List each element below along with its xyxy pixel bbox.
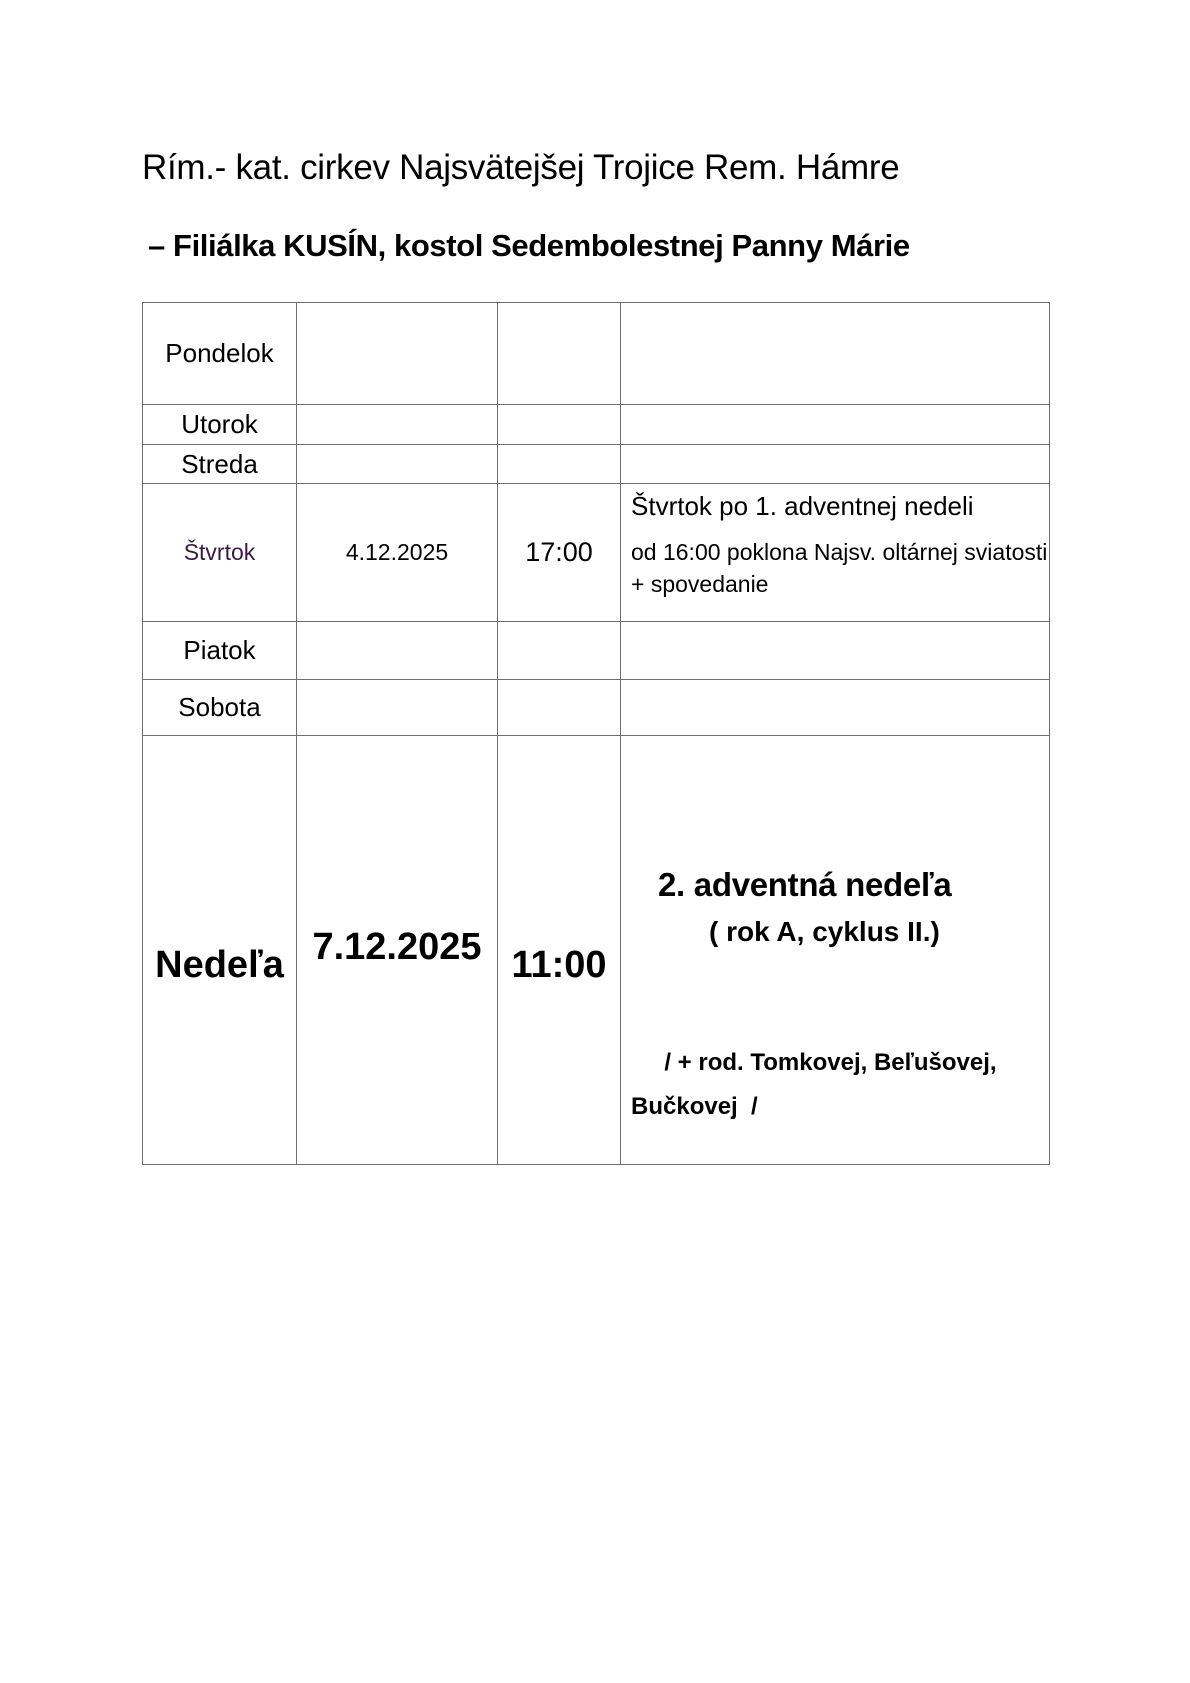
note-cell [621, 622, 1050, 680]
day-cell: Štvrtok [143, 484, 297, 622]
day-cell: Streda [143, 445, 297, 484]
day-cell: Sobota [143, 680, 297, 736]
mass-schedule-table [142, 302, 1050, 1165]
parish-title: Rím.- kat. cirkev Najsvätejšej Trojice Rem. Hámre [142, 148, 900, 187]
day-cell: Pondelok [143, 303, 297, 405]
note-cell [621, 445, 1050, 484]
date-cell [297, 445, 498, 484]
note-cell [621, 405, 1050, 445]
date-cell: 4.12.2025 [297, 484, 498, 622]
date-cell [297, 405, 498, 445]
table-row [143, 736, 1050, 1165]
time-cell: 11:00 [498, 736, 621, 1165]
time-cell: 17:00 [498, 484, 621, 622]
note-cell [621, 303, 1050, 405]
note-cell [621, 736, 1050, 1165]
date-cell: 7.12.2025 [297, 736, 498, 1165]
note-title: 2. adventná nedeľa [658, 866, 952, 903]
day-cell: Utorok [143, 405, 297, 445]
church-subtitle: – Filiálka KUSÍN, kostol Sedembolestnej Panny Márie [148, 228, 910, 263]
time-cell [498, 303, 621, 405]
table-row [143, 484, 1050, 622]
day-cell: Nedeľa [143, 736, 297, 1165]
time-cell [498, 680, 621, 736]
time-cell [498, 445, 621, 484]
note-subtext: od 16:00 poklona Najsv. oltárnej sviatosti + spovedanie [631, 539, 1048, 597]
date-cell [297, 622, 498, 680]
table-row [143, 405, 1050, 445]
table-row [143, 622, 1050, 680]
day-cell: Piatok [143, 622, 297, 680]
note-cell [621, 680, 1050, 736]
table-row [143, 303, 1050, 405]
note-subtext: ( rok A, cyklus II.) [709, 916, 940, 947]
note-title: Štvrtok po 1. adventnej nedeli [631, 491, 974, 521]
table-row [143, 680, 1050, 736]
table-row [143, 445, 1050, 484]
note-cell [621, 484, 1050, 622]
mass-intention: / + rod. Tomkovej, Beľušovej, Bučkovej / [631, 1049, 1004, 1120]
date-cell [297, 680, 498, 736]
time-cell [498, 622, 621, 680]
date-cell [297, 303, 498, 405]
time-cell [498, 405, 621, 445]
